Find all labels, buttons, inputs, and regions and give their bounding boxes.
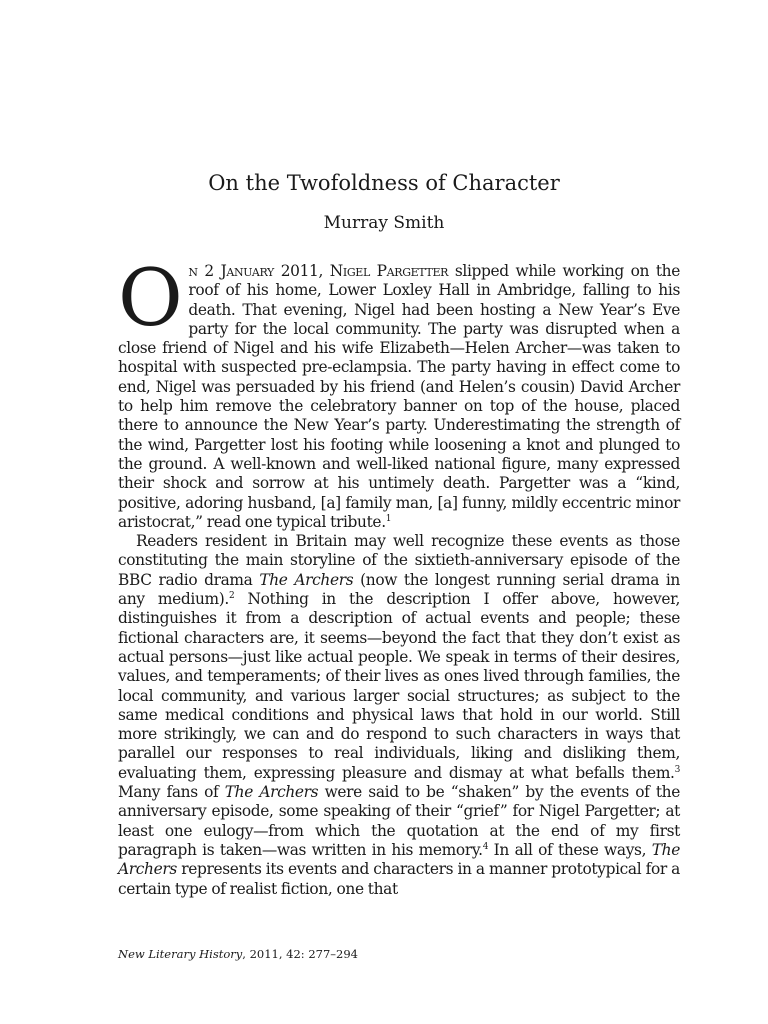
paragraph-1-text: slipped while working on the roof of his home, Lower Loxley Hall in Ambridge, falling to his death. That evening, Nigel had been hosting a New Year’s Eve party for the local community. The party was disrupted when a close friend of Nigel and his wife Elizabeth—Helen Archer—was taken to hospital with suspected pre-eclampsia. The party having in effect come to end, Nigel was persuaded by his friend (and Helen’s cousin) David Archer to help him remove the celebratory banner on top of the house, placed there to announce the New Year’s party. Underestimating the strength of the wind, Pargetter lost his footing while loosening a knot and plunged to the ground. A well-known and well-liked national figure, many expressed their shock and sorrow at his untimely death. Pargetter was a “kind, positive, adoring husband, [a] family man, [a] funny, mildly eccentric minor aristocrat,” read one typical tribute. [118, 262, 680, 531]
paragraph-2-text-g: represents its events and characters in a manner prototypical for a certain type of realist fiction, one that [118, 860, 680, 898]
opening-name: Nigel Pargetter [329, 262, 449, 280]
opening-date: n 2 January 2011 [188, 262, 319, 280]
title-italic-3: The Archers [118, 840, 680, 879]
paragraph-2-text-d: Many fans of [118, 783, 225, 802]
paragraph-2-text-e: were said to be “shaken” by the events of the anniversary episode, some speaking of their “grief” for Nigel Pargetter; at least one eulogy—from which the quotation at the end of my first paragraph is taken—was written in his memory. [118, 783, 680, 859]
article-author: Murray Smith [323, 213, 445, 233]
paragraph-1 [118, 252, 680, 532]
paragraph-2-text-c: Nothing in the description I offer above, however, distinguishes it from a description of actual events and people; these fictional characters are, it seems—beyond the fact that they don’t exist as actual persons—just like actual people. We speak in terms of their desires, values, and temperaments; of their lives as ones lived through families, the local community, and various larger social structures; as subject to the same medical conditions and physical laws that hold in our world. Still more strikingly, we can and do respond to such characters in ways that parallel our responses to real individuals, liking and disliking them, evaluating them, expressing pleasure and dismay at what befalls them. [118, 590, 680, 782]
paragraph-2-text-b: (now the longest running serial drama in any medium). [118, 570, 680, 609]
paragraph-2 [118, 532, 680, 899]
footnote-ref-2[interactable]: 2 [228, 590, 235, 601]
journal-citation [118, 946, 358, 962]
article-title: On the Twofoldness of Character [208, 171, 560, 195]
comma: , [318, 262, 330, 280]
journal-name: New Literary History [118, 947, 243, 961]
drop-cap: O [118, 252, 183, 344]
footnote-ref-1[interactable]: 1 [385, 513, 392, 524]
footnote-ref-4[interactable]: 4 [482, 841, 489, 852]
title-italic-2: The Archers [224, 783, 319, 802]
paragraph-2-text-a: Readers resident in Britain may well recognize these events as those constituting the main storyline of the sixtieth-anniversary episode of the BBC radio drama [118, 532, 680, 589]
article-body [118, 252, 680, 899]
title-italic-1: The Archers [259, 570, 354, 589]
citation-details: , 2011, 42: 277–294 [242, 947, 358, 961]
footnote-ref-3[interactable]: 3 [674, 764, 680, 775]
paragraph-2-text-f: In all of these ways, [488, 840, 652, 859]
